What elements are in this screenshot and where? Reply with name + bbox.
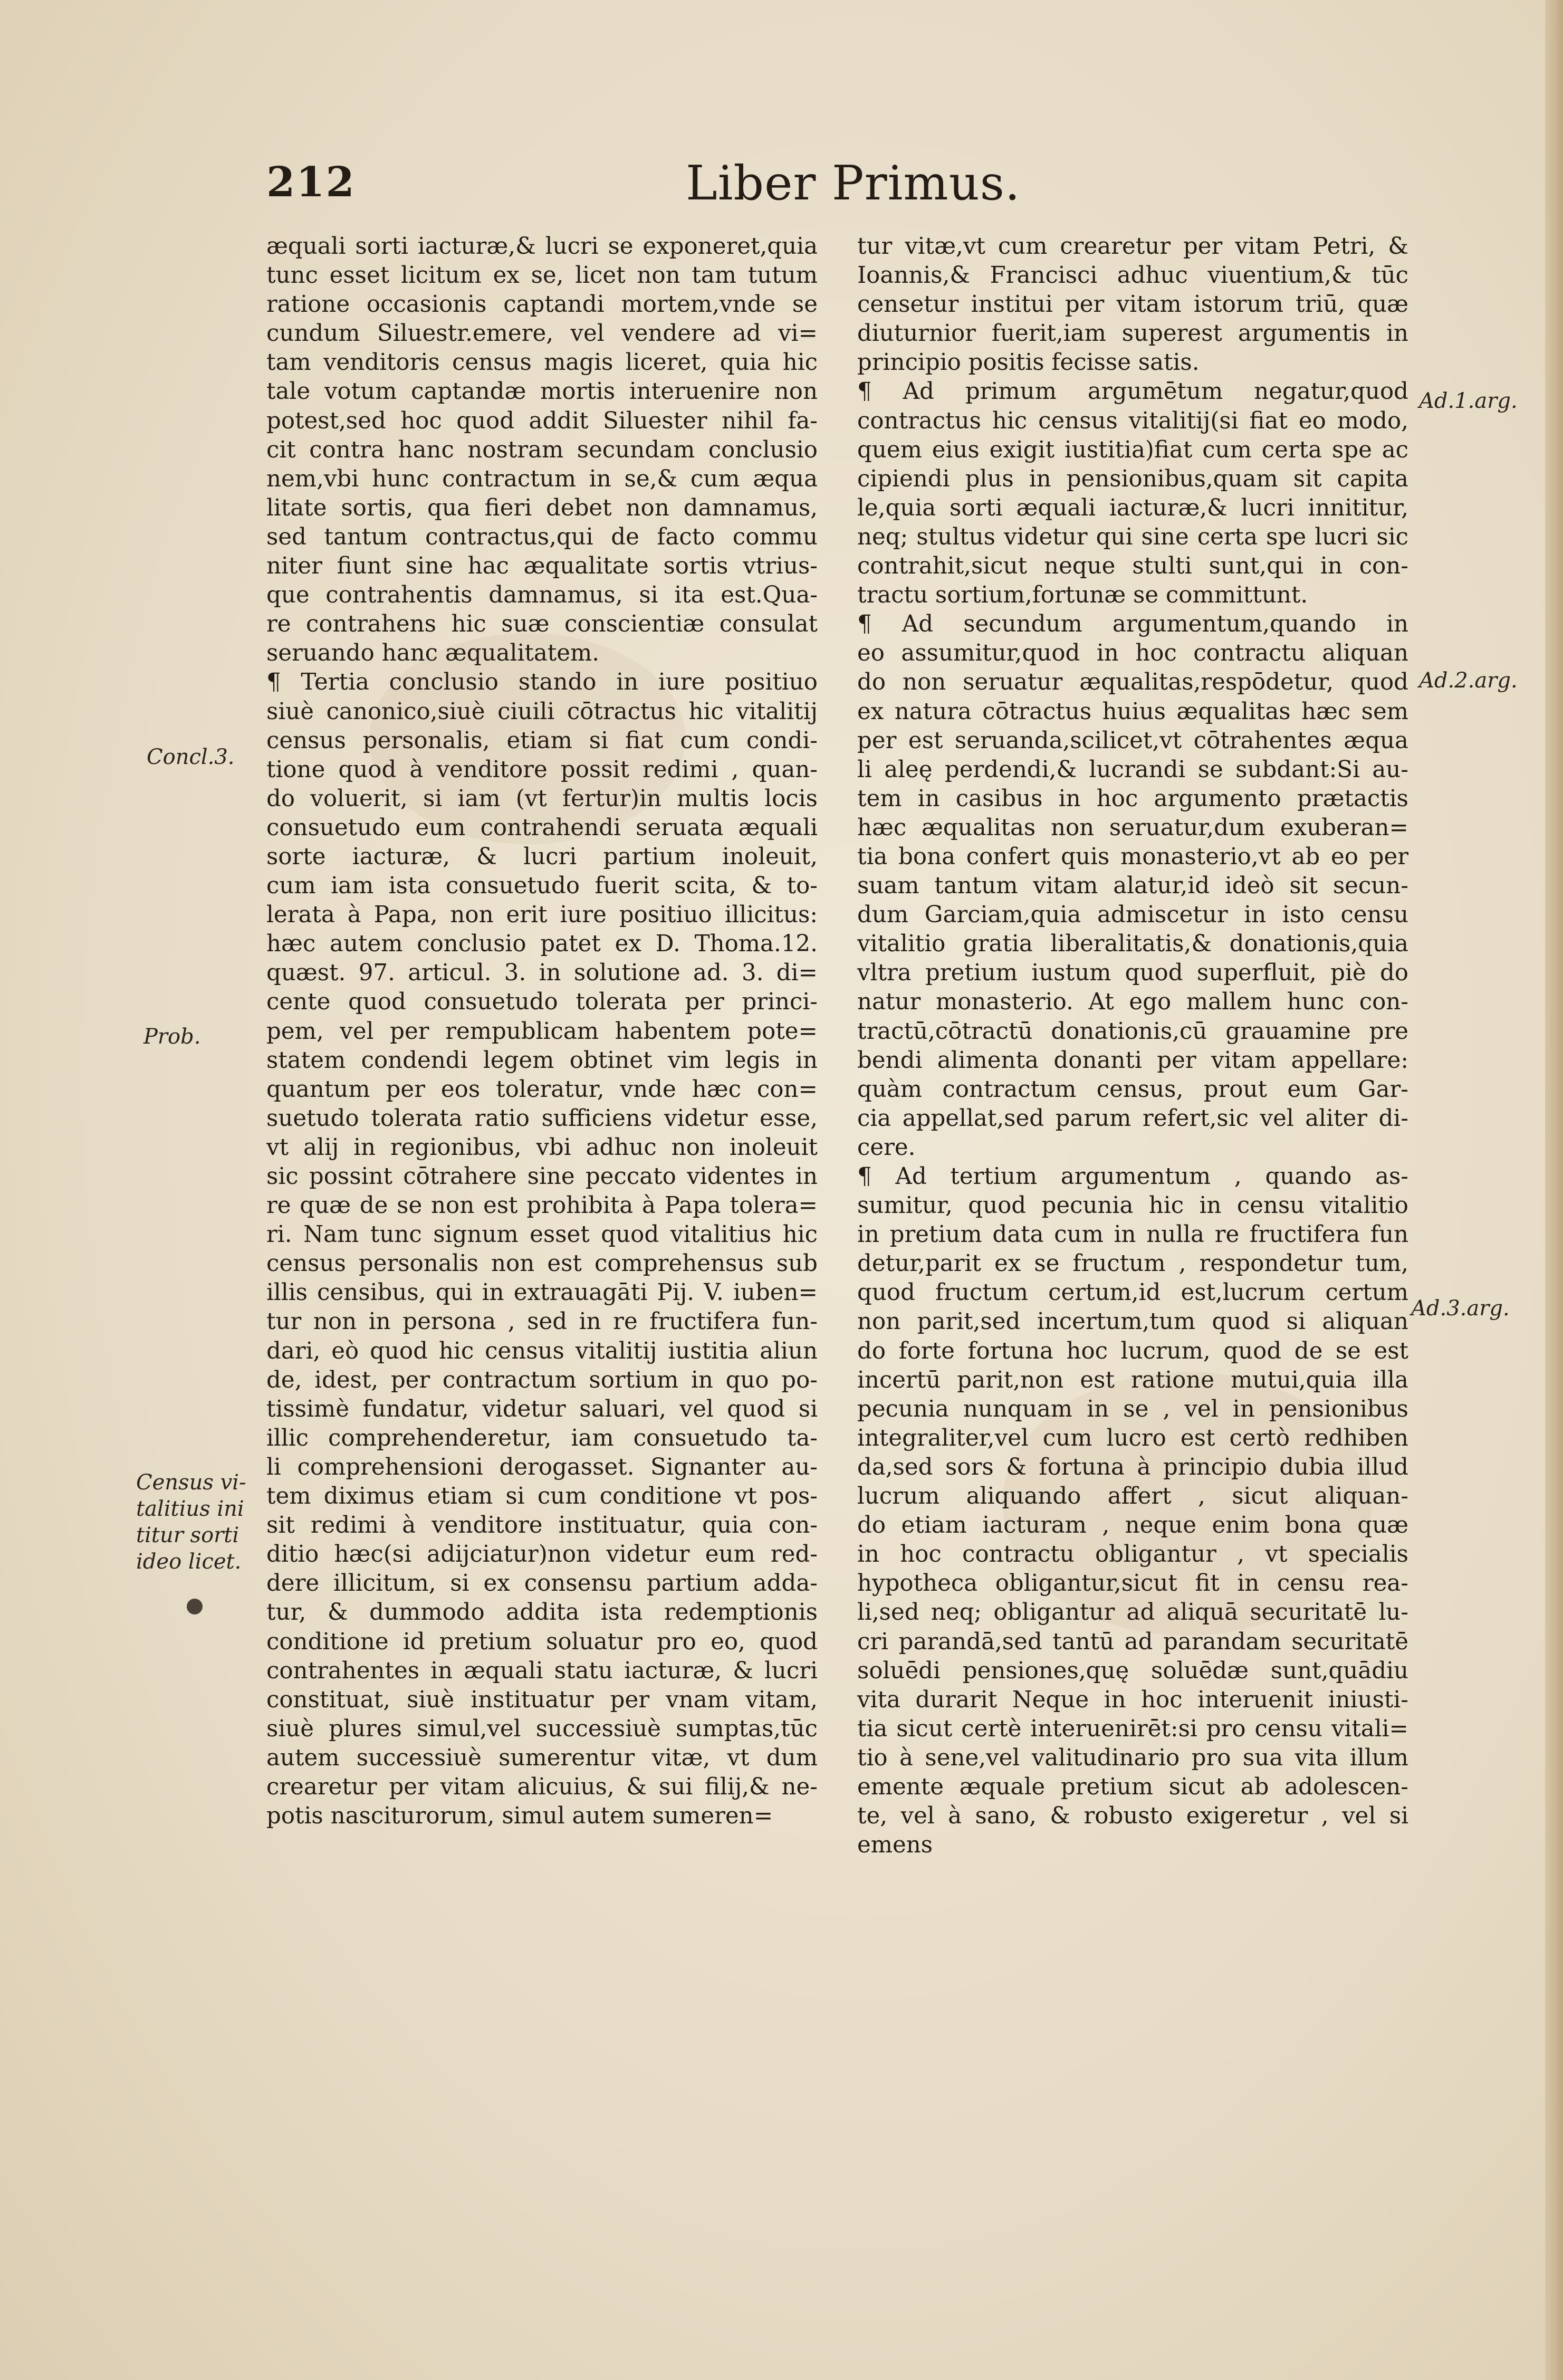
text-line: litate sortis, qua fieri debet non damnamus, (266, 494, 818, 521)
text-line: hæc æqualitas non seruatur,dum exuberan= (857, 814, 1408, 841)
text-line: ¶ Ad primum argumētum negatur,quod (857, 378, 1408, 405)
text-line: emente æquale pretium sicut ab adolescen- (857, 1773, 1408, 1800)
text-line: dari, eò quod hic census vitalitij iustitia aliun (266, 1337, 818, 1364)
text-line: constituat, siuè instituatur per vnam vitam, (266, 1686, 818, 1713)
text-line: tia sicut certè interuenirēt:si pro censu vitali= (857, 1715, 1408, 1742)
text-line: illic comprehenderetur, iam consuetudo ta- (266, 1425, 818, 1451)
text-line: conditione id pretium soluatur pro eo, quod (266, 1628, 818, 1655)
text-line: tione quod à venditore possit redimi , quan- (266, 756, 818, 783)
text-line: crearetur per vitam alicuius, & sui filij,& ne- (266, 1773, 818, 1800)
margin-note-ad-1-arg: Ad.1.arg. (1419, 389, 1518, 413)
text-line: quod fructum certum,id est,lucrum certum (857, 1279, 1408, 1306)
text-line: vt alij in regionibus, vbi adhuc non inoleuit (266, 1134, 818, 1161)
text-line: soluēdi pensiones,quę soluēdæ sunt,quādiu (857, 1657, 1408, 1684)
margin-note-line: titur sorti (136, 1523, 239, 1547)
text-line: cipiendi plus in pensionibus,quam sit capita (857, 465, 1408, 492)
text-line: do non seruatur æqualitas,respōdetur, quod (857, 669, 1408, 696)
text-line: do forte fortuna hoc lucrum, quod de se est (857, 1337, 1408, 1364)
text-line: quæst. 97. articul. 3. in solutione ad. 3. di= (266, 960, 818, 987)
text-line: tractu sortium,fortunæ se committunt. (857, 582, 1308, 609)
text-line: que contrahentis damnamus, si ita est.Qua- (266, 582, 818, 609)
text-line: tractū,cōtractū donationis,cū grauamine pre (857, 1018, 1408, 1045)
text-line: potest,sed hoc quod addit Siluester nihil fa- (266, 407, 818, 434)
left-text-column (266, 232, 818, 1831)
text-line: ri. Nam tunc signum esset quod vitalitius hic (266, 1221, 818, 1248)
text-line: tio à sene,vel valitudinario pro sua vita illum (857, 1744, 1408, 1771)
text-line: tem diximus etiam si cum conditione vt pos- (266, 1483, 818, 1510)
text-line: ratione occasionis captandi mortem,vnde se (266, 291, 818, 318)
text-line: tur non in persona , sed in re fructifera fun- (266, 1308, 818, 1335)
text-line: ¶ Ad tertium argumentum , quando as- (857, 1163, 1408, 1190)
text-line: siuè plures simul,vel successiuè sumptas,tūc (266, 1715, 818, 1742)
text-line: re contrahens hic suæ conscientiæ consulat (266, 611, 818, 638)
text-line: bendi alimenta donanti per vitam appellare: (857, 1047, 1408, 1074)
text-line: hæc autem conclusio patet ex D. Thoma.12. (266, 931, 818, 958)
text-line: per est seruanda,scilicet,vt cōtrahentes æqua (857, 727, 1408, 754)
text-line: potis nasciturorum, simul autem sumeren= (266, 1803, 773, 1830)
margin-note-probatio: Prob. (143, 1025, 201, 1049)
text-line: sorte iacturæ, & lucri partium inoleuit, (266, 843, 818, 870)
text-line: cia appellat,sed parum refert,sic vel aliter di- (857, 1105, 1408, 1132)
text-line: de, idest, per contractum sortium in quo po- (266, 1366, 818, 1393)
text-line: quem eius exigit iustitia)fiat cum certa spe ac (857, 436, 1408, 463)
text-line: tur vitæ,vt cum crearetur per vitam Petri, & (857, 233, 1408, 260)
text-line: lerata à Papa, non erit iure positiuo illicitus: (266, 902, 818, 929)
folio-number: 212 (266, 158, 356, 206)
text-line: nem,vbi hunc contractum in se,& cum æqua (266, 465, 818, 492)
margin-note-ad-3-arg: Ad.3.arg. (1411, 1296, 1510, 1321)
text-line: cente quod consuetudo tolerata per princi- (266, 989, 818, 1016)
text-line: statem condendi legem obtinet vim legis in (266, 1047, 818, 1074)
text-line: emens (857, 1832, 933, 1859)
text-line: sic possint cōtrahere sine peccato videntes in (266, 1163, 818, 1190)
text-line: tem in casibus in hoc argumento prætactis (857, 785, 1408, 812)
text-line: ¶ Ad secundum argumentum,quando in (857, 611, 1408, 638)
text-line: cum iam ista consuetudo fuerit scita, & to- (266, 873, 818, 900)
text-line: li comprehensioni derogasset. Signanter au- (266, 1454, 818, 1480)
text-line: suetudo tolerata ratio sufficiens videtur esse, (266, 1105, 818, 1132)
text-line: da,sed sors & fortuna à principio dubia illud (857, 1454, 1408, 1480)
text-line: æquali sorti iacturæ,& lucri se exponeret,quia (266, 233, 818, 260)
text-line: li,sed neq; obligantur ad aliquā securitatē lu- (857, 1599, 1408, 1626)
text-line: vitalitio gratia liberalitatis,& donationis,quia (857, 931, 1408, 958)
margin-note-line: talitius ini (136, 1497, 244, 1521)
text-line: tia bona confert quis monasterio,vt ab eo per (857, 843, 1408, 870)
text-line: re quæ de se non est prohibita à Papa tolera= (266, 1192, 818, 1219)
text-line: tur, & dummodo addita ista redemptionis (266, 1599, 818, 1626)
text-line: natur monasterio. At ego mallem hunc con- (857, 989, 1408, 1016)
text-line: illis censibus, qui in extrauagāti Pij. V. iuben= (266, 1279, 818, 1306)
text-line: sumitur, quod pecunia hic in censu vitalitio (857, 1192, 1408, 1219)
text-line: principio positis fecisse satis. (857, 349, 1200, 376)
text-line: dere illicitum, si ex consensu partium adda- (266, 1570, 818, 1597)
text-line: do voluerit, si iam (vt fertur)in multis locis (266, 785, 818, 812)
text-line: quantum per eos toleratur, vnde hæc con= (266, 1076, 818, 1103)
text-line: eo assumitur,quod in hoc contractu aliquan (857, 640, 1408, 667)
text-line: sit redimi à venditore instituatur, quia con- (266, 1512, 818, 1539)
margin-note-ad-2-arg: Ad.2.arg. (1419, 668, 1518, 693)
text-line: dum Garciam,quia admiscetur in isto censu (857, 902, 1408, 929)
text-line: Ioannis,& Francisci adhuc viuentium,& tūc (857, 262, 1408, 289)
text-line: siuè canonico,siuè ciuili cōtractus hic vitalitij (266, 698, 818, 725)
text-line: in hoc contractu obligantur , vt specialis (857, 1541, 1408, 1568)
right-text-column (857, 232, 1408, 1860)
text-line: diuturnior fuerit,iam superest argumentis in (857, 320, 1408, 347)
text-line: hypotheca obligantur,sicut fit in censu rea- (857, 1570, 1408, 1597)
margin-note-conclusion-3: Concl.3. (147, 745, 235, 769)
text-line: ex natura cōtractus huius æqualitas hæc sem (857, 698, 1408, 725)
running-title: Liber Primus. (686, 156, 1021, 211)
text-line: incertū parit,non est ratione mutui,quia illa (857, 1366, 1408, 1393)
text-line: detur,parit ex se fructum , respondetur tum, (857, 1250, 1408, 1277)
text-line: contrahentes in æquali statu iacturæ, & lucri (266, 1657, 818, 1684)
text-line: neq; stultus videtur qui sine certa spe lucri sic (857, 523, 1408, 550)
text-line: niter fiunt sine hac æqualitate sortis vtrius- (266, 553, 818, 580)
text-line: consuetudo eum contrahendi seruata æquali (266, 814, 818, 841)
text-line: cundum Siluestr.emere, vel vendere ad vi= (266, 320, 818, 347)
text-line: do etiam iacturam , neque enim bona quæ (857, 1512, 1408, 1539)
text-line: li aleę perdendi,& lucrandi se subdant:Si au- (857, 756, 1408, 783)
text-line: tissimè fundatur, videtur saluari, vel quod si (266, 1395, 818, 1422)
margin-note-line: ideo licet. (136, 1550, 242, 1574)
text-line: le,quia sorti æquali iacturæ,& lucri innititur, (857, 494, 1408, 521)
text-line: census personalis, etiam si fiat cum condi- (266, 727, 818, 754)
text-line: in pretium data cum in nulla re fructifera fun (857, 1221, 1408, 1248)
text-line: tunc esset licitum ex se, licet non tam tutum (266, 262, 818, 289)
text-line: seruando hanc æqualitatem. (266, 640, 600, 667)
text-line: tale votum captandæ mortis interuenire non (266, 378, 818, 405)
text-line: te, vel à sano, & robusto exigeretur , vel si (857, 1803, 1408, 1830)
text-line: integraliter,vel cum lucro est certò redhiben (857, 1425, 1408, 1451)
text-line: census personalis non est comprehensus sub (266, 1250, 818, 1277)
text-line: lucrum aliquando affert , sicut aliquan- (857, 1483, 1408, 1510)
text-line: tam venditoris census magis liceret, quia hic (266, 349, 818, 376)
text-line: cri parandā,sed tantū ad parandam securitatē (857, 1628, 1408, 1655)
ink-blot (187, 1599, 203, 1614)
text-line: censetur institui per vitam istorum triū, quæ (857, 291, 1408, 318)
text-line: suam tantum vitam alatur,id ideò sit secun- (857, 873, 1408, 900)
margin-note-census-vitalitius (136, 1469, 246, 1575)
text-line: cit contra hanc nostram secundam conclusio (266, 436, 818, 463)
text-line: pecunia nunquam in se , vel in pensionibus (857, 1395, 1408, 1422)
text-line: autem successiuè sumerentur vitæ, vt dum (266, 1744, 818, 1771)
text-line: pem, vel per rempublicam habentem pote= (266, 1018, 818, 1045)
text-line: sed tantum contractus,qui de facto commu (266, 523, 818, 550)
text-line: ¶ Tertia conclusio stando in iure positiuo (266, 669, 818, 696)
text-line: vita durarit Neque in hoc interuenit iniusti- (857, 1686, 1408, 1713)
text-line: ditio hæc(si adijciatur)non videtur eum red- (266, 1541, 818, 1568)
text-line: contrahit,sicut neque stulti sunt,qui in con- (857, 553, 1408, 580)
text-line: quàm contractum census, prout eum Gar- (857, 1076, 1408, 1103)
margin-note-line: Census vi- (136, 1470, 246, 1495)
text-line: vltra pretium iustum quod superfluit, piè do (857, 960, 1408, 987)
page-edge (1545, 0, 1563, 2380)
text-line: non parit,sed incertum,tum quod si aliquan (857, 1308, 1408, 1335)
text-line: contractus hic census vitalitij(si fiat eo modo, (857, 407, 1408, 434)
text-line: cere. (857, 1134, 916, 1161)
